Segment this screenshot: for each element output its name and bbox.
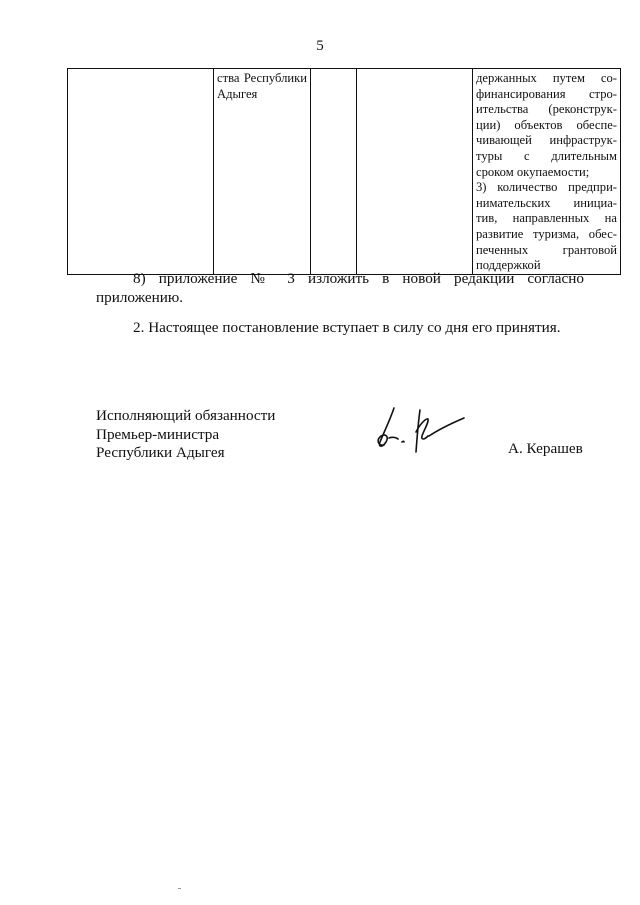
scan-speck (178, 888, 181, 889)
handwritten-signature (372, 402, 472, 458)
page-number: 5 (316, 38, 324, 54)
continuation-table (67, 68, 621, 275)
cell-line: тив, направленных на (476, 211, 617, 226)
cell-line: 3) количество предпри- (476, 180, 617, 195)
signer-title (96, 407, 275, 463)
cell-line: держанных путем со- (476, 71, 617, 85)
table-cell-5 (473, 69, 621, 275)
table-cell-1 (68, 69, 214, 275)
table-cell-3 (311, 69, 357, 275)
cell-line: чивающей инфраструк- (476, 133, 617, 148)
cell-line: поддержкой (476, 258, 541, 273)
table-cell-2 (214, 69, 311, 275)
cell-line: сроком окупаемости; (476, 164, 590, 179)
signer-title-line: Исполняющий обязанности (96, 407, 276, 424)
paragraph-line: приложению. (96, 289, 184, 306)
table-cell-4 (357, 69, 473, 275)
cell-line: ции) объектов обеспе- (476, 117, 617, 132)
cell-line: развитие туризма, обес- (476, 226, 617, 241)
signer-title-line: Премьер-министра (96, 425, 220, 443)
cell-line: печенных грантовой (476, 242, 617, 257)
cell-line: ства Республики (217, 71, 307, 85)
paragraph-item-2: 2. Настоящее постановление вступает в силу со дня его принятия. (133, 319, 561, 336)
cell-line: финансирования стро- (476, 86, 617, 101)
paragraph-line: 8) приложение № 3 изложить в новой редакции согласно (133, 270, 584, 287)
cell-line: ительства (реконструк- (476, 102, 617, 117)
cell-line: туры с длительным (476, 148, 617, 163)
signer-title-line: Республики Адыгея (96, 444, 225, 462)
paragraph-item-8 (96, 269, 584, 307)
cell-line: Адыгея (217, 86, 258, 101)
cell-line: нимательских инициа- (476, 195, 617, 210)
table-row (68, 69, 621, 275)
signer-name: А. Керашев (508, 440, 583, 457)
